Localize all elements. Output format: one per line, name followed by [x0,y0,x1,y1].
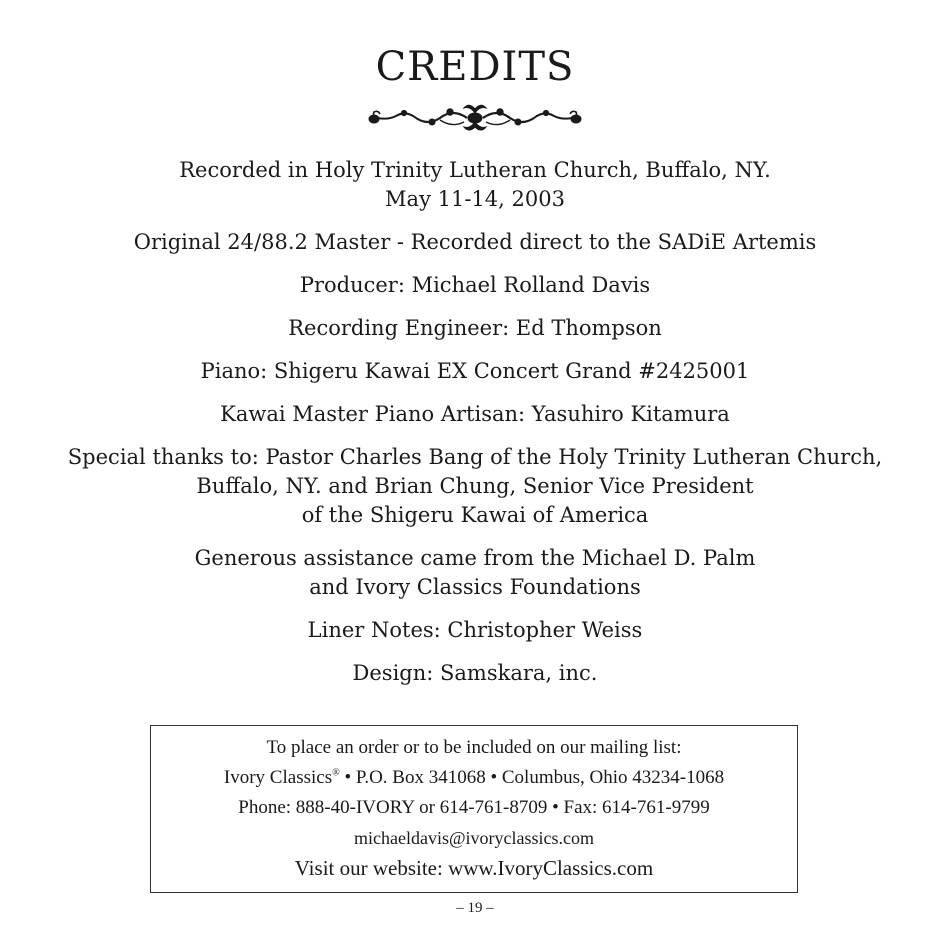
credit-line: Producer: Michael Rolland Davis [299,273,651,297]
credits-list [0,156,950,702]
registered-mark: ® [332,767,340,779]
credit-line: Kawai Master Piano Artisan: Yasuhiro Kitamura [220,402,730,426]
credit-line: Recording Engineer: Ed Thompson [288,316,662,340]
credit-line: May 11-14, 2003 [385,187,565,211]
credit-line: Generous assistance came from the Michael D. Palm [194,546,756,570]
credit-piano-artisan [0,400,950,429]
decorative-flourish-icon [368,100,582,134]
credit-line: Recorded in Holy Trinity Lutheran Church, Buffalo, NY. [179,158,771,182]
contact-address [151,763,797,793]
contact-info-box [150,725,798,893]
credit-line: of the Shigeru Kawai of America [301,503,649,527]
credit-recording-location [0,156,950,214]
credit-liner-notes [0,616,950,645]
credit-line: Piano: Shigeru Kawai EX Concert Grand #2425001 [200,359,750,383]
contact-phone: Phone: 888-40-IVORY or 614-761-8709 • Fax: 614-761-9799 [238,797,710,818]
contact-email: michaeldavis@ivoryclassics.com [353,828,594,848]
credit-design [0,659,950,688]
brand-name: Ivory Classics [223,767,333,788]
credit-master [0,228,950,257]
credit-line: Original 24/88.2 Master - Recorded direct to the SADiE Artemis [133,230,817,254]
credit-engineer [0,314,950,343]
credit-assistance [0,544,950,602]
credit-line: Special thanks to: Pastor Charles Bang of the Holy Trinity Lutheran Church, [67,445,883,469]
credit-line: Buffalo, NY. and Brian Chung, Senior Vice President [196,474,754,498]
page-number: – 19 – [456,900,494,916]
credit-line: Design: Samskara, inc. [352,661,598,685]
credit-line: Liner Notes: Christopher Weiss [307,618,643,642]
mailing-address: • P.O. Box 341068 • Columbus, Ohio 43234-1068 [339,767,725,788]
credit-special-thanks [0,443,950,530]
credit-piano [0,357,950,386]
credit-line: and Ivory Classics Foundations [309,575,641,599]
credit-producer [0,271,950,300]
contact-website: Visit our website: www.IvoryClassics.com [294,856,654,880]
contact-intro: To place an order or to be included on our mailing list: [266,737,682,758]
page-title: CREDITS [375,44,575,90]
